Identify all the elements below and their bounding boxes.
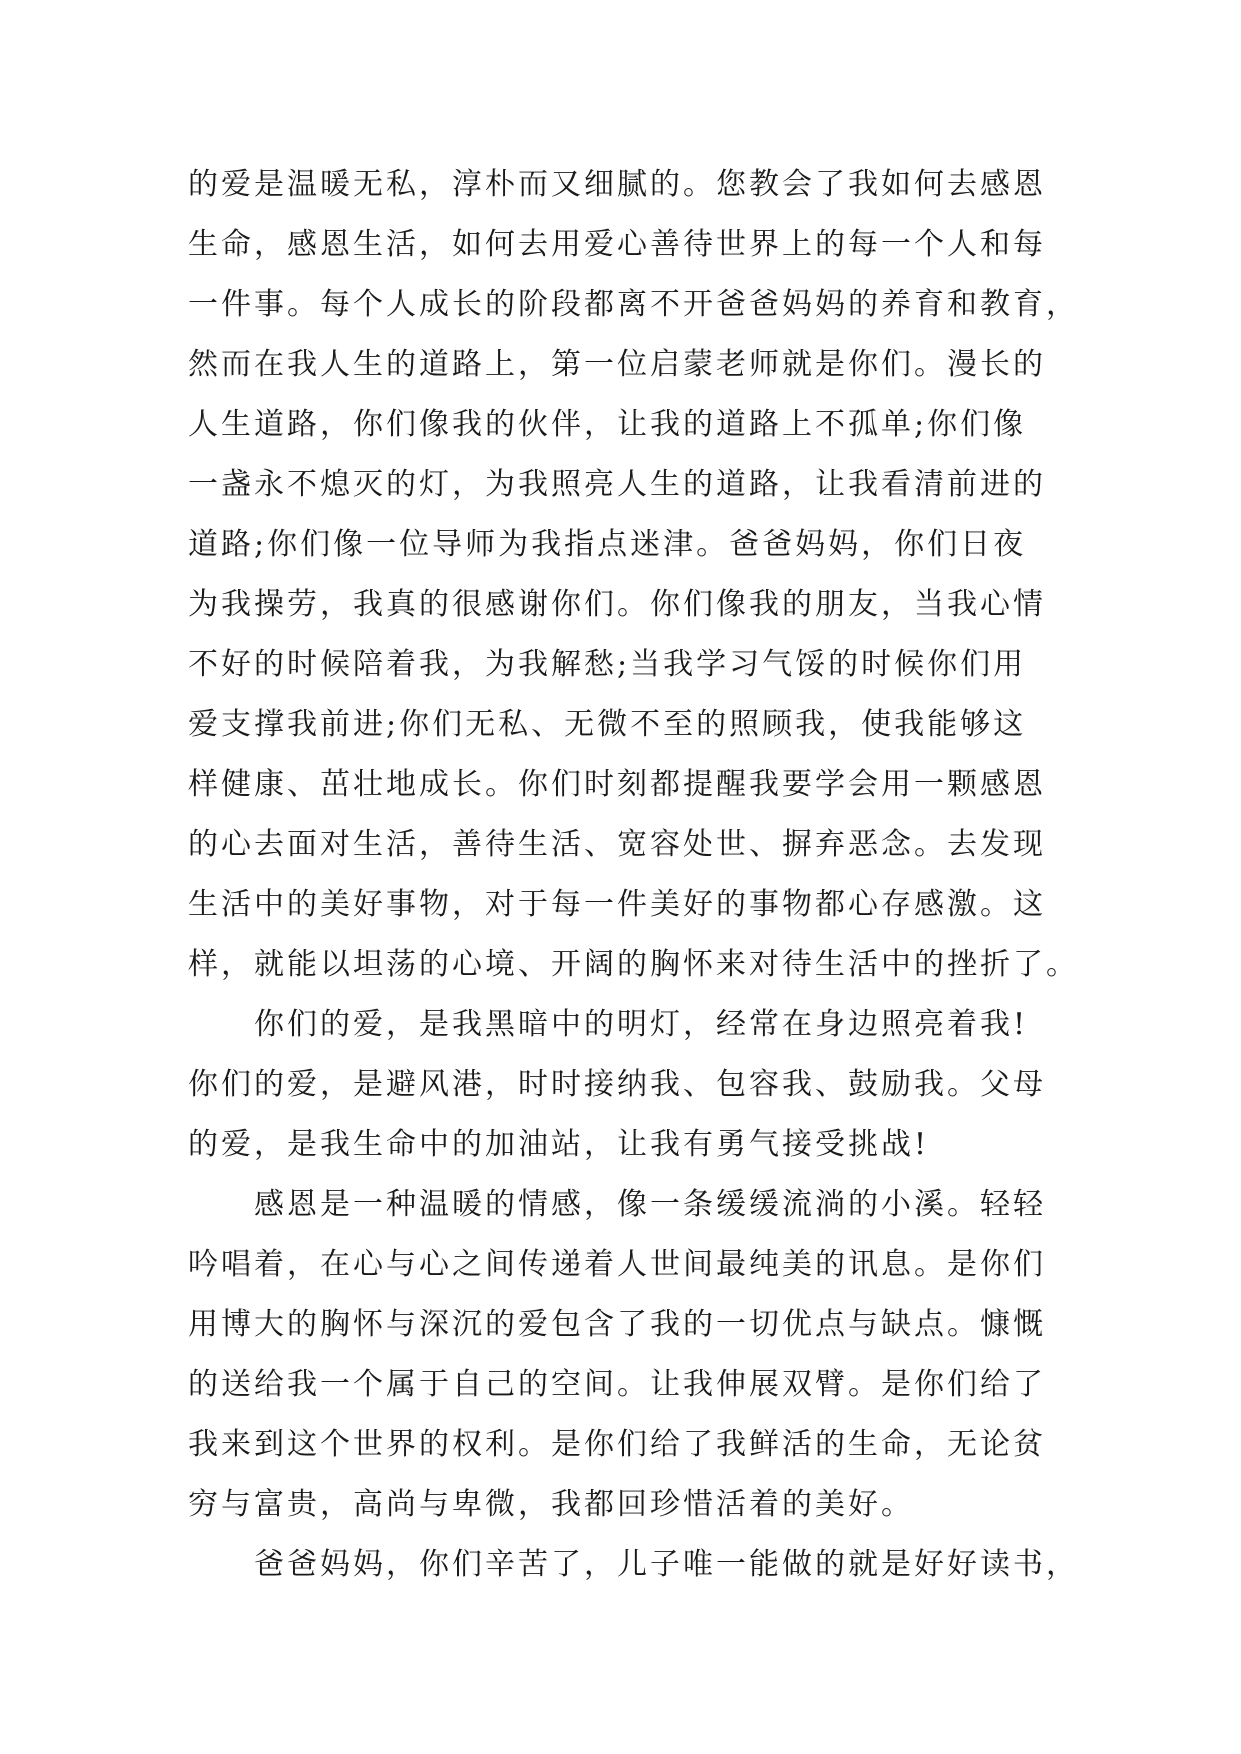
text-line: 的送给我一个属于自己的空间。让我伸展双臂。是你们给了 [188,1367,1046,1402]
text-line: 样，就能以坦荡的心境、开阔的胸怀来对待生活中的挫折了。 [188,947,1079,982]
text-line: 的爱，是我生命中的加油站，让我有勇气接受挑战! [188,1127,930,1162]
text-line: 的爱是温暖无私，淳朴而又细腻的。您教会了我如何去感恩 [188,167,1046,202]
text-line: 你们的爱，是我黑暗中的明灯，经常在身边照亮着我! [254,1007,1029,1042]
text-line: 然而在我人生的道路上，第一位启蒙老师就是你们。漫长的 [188,347,1046,382]
text-line: 吟唱着，在心与心之间传递着人世间最纯美的讯息。是你们 [188,1247,1046,1282]
text-line: 一件事。每个人成长的阶段都离不开爸爸妈妈的养育和教育， [188,287,1079,322]
text-line: 感恩是一种温暖的情感，像一条缓缓流淌的小溪。轻轻 [254,1187,1046,1222]
text-line: 为我操劳，我真的很感谢你们。你们像我的朋友，当我心情 [188,587,1046,622]
text-line: 穷与富贵，高尚与卑微，我都回珍惜活着的美好。 [188,1487,914,1522]
text-line: 用博大的胸怀与深沉的爱包含了我的一切优点与缺点。慷慨 [188,1307,1046,1342]
text-line: 生命，感恩生活，如何去用爱心善待世界上的每一个人和每 [188,227,1046,262]
text-line: 一盏永不熄灭的灯，为我照亮人生的道路，让我看清前进的 [188,467,1046,502]
text-line: 不好的时候陪着我，为我解愁;当我学习气馁的时候你们用 [188,647,1027,682]
text-line: 人生道路，你们像我的伙伴，让我的道路上不孤单;你们像 [188,407,1027,442]
text-line: 道路;你们像一位导师为我指点迷津。爸爸妈妈，你们日夜 [188,527,1027,562]
text-line: 爸爸妈妈，你们辛苦了，儿子唯一能做的就是好好读书， [254,1547,1079,1582]
text-line: 爱支撑我前进;你们无私、无微不至的照顾我，使我能够这 [188,707,1027,742]
text-line: 生活中的美好事物，对于每一件美好的事物都心存感激。这 [188,887,1046,922]
text-line: 我来到这个世界的权利。是你们给了我鲜活的生命，无论贫 [188,1427,1046,1462]
text-line: 你们的爱，是避风港，时时接纳我、包容我、鼓励我。父母 [188,1067,1046,1102]
text-line: 样健康、茁壮地成长。你们时刻都提醒我要学会用一颗感恩 [188,767,1046,802]
document-body [188,155,1088,1595]
text-line: 的心去面对生活，善待生活、宽容处世、摒弃恶念。去发现 [188,827,1046,862]
